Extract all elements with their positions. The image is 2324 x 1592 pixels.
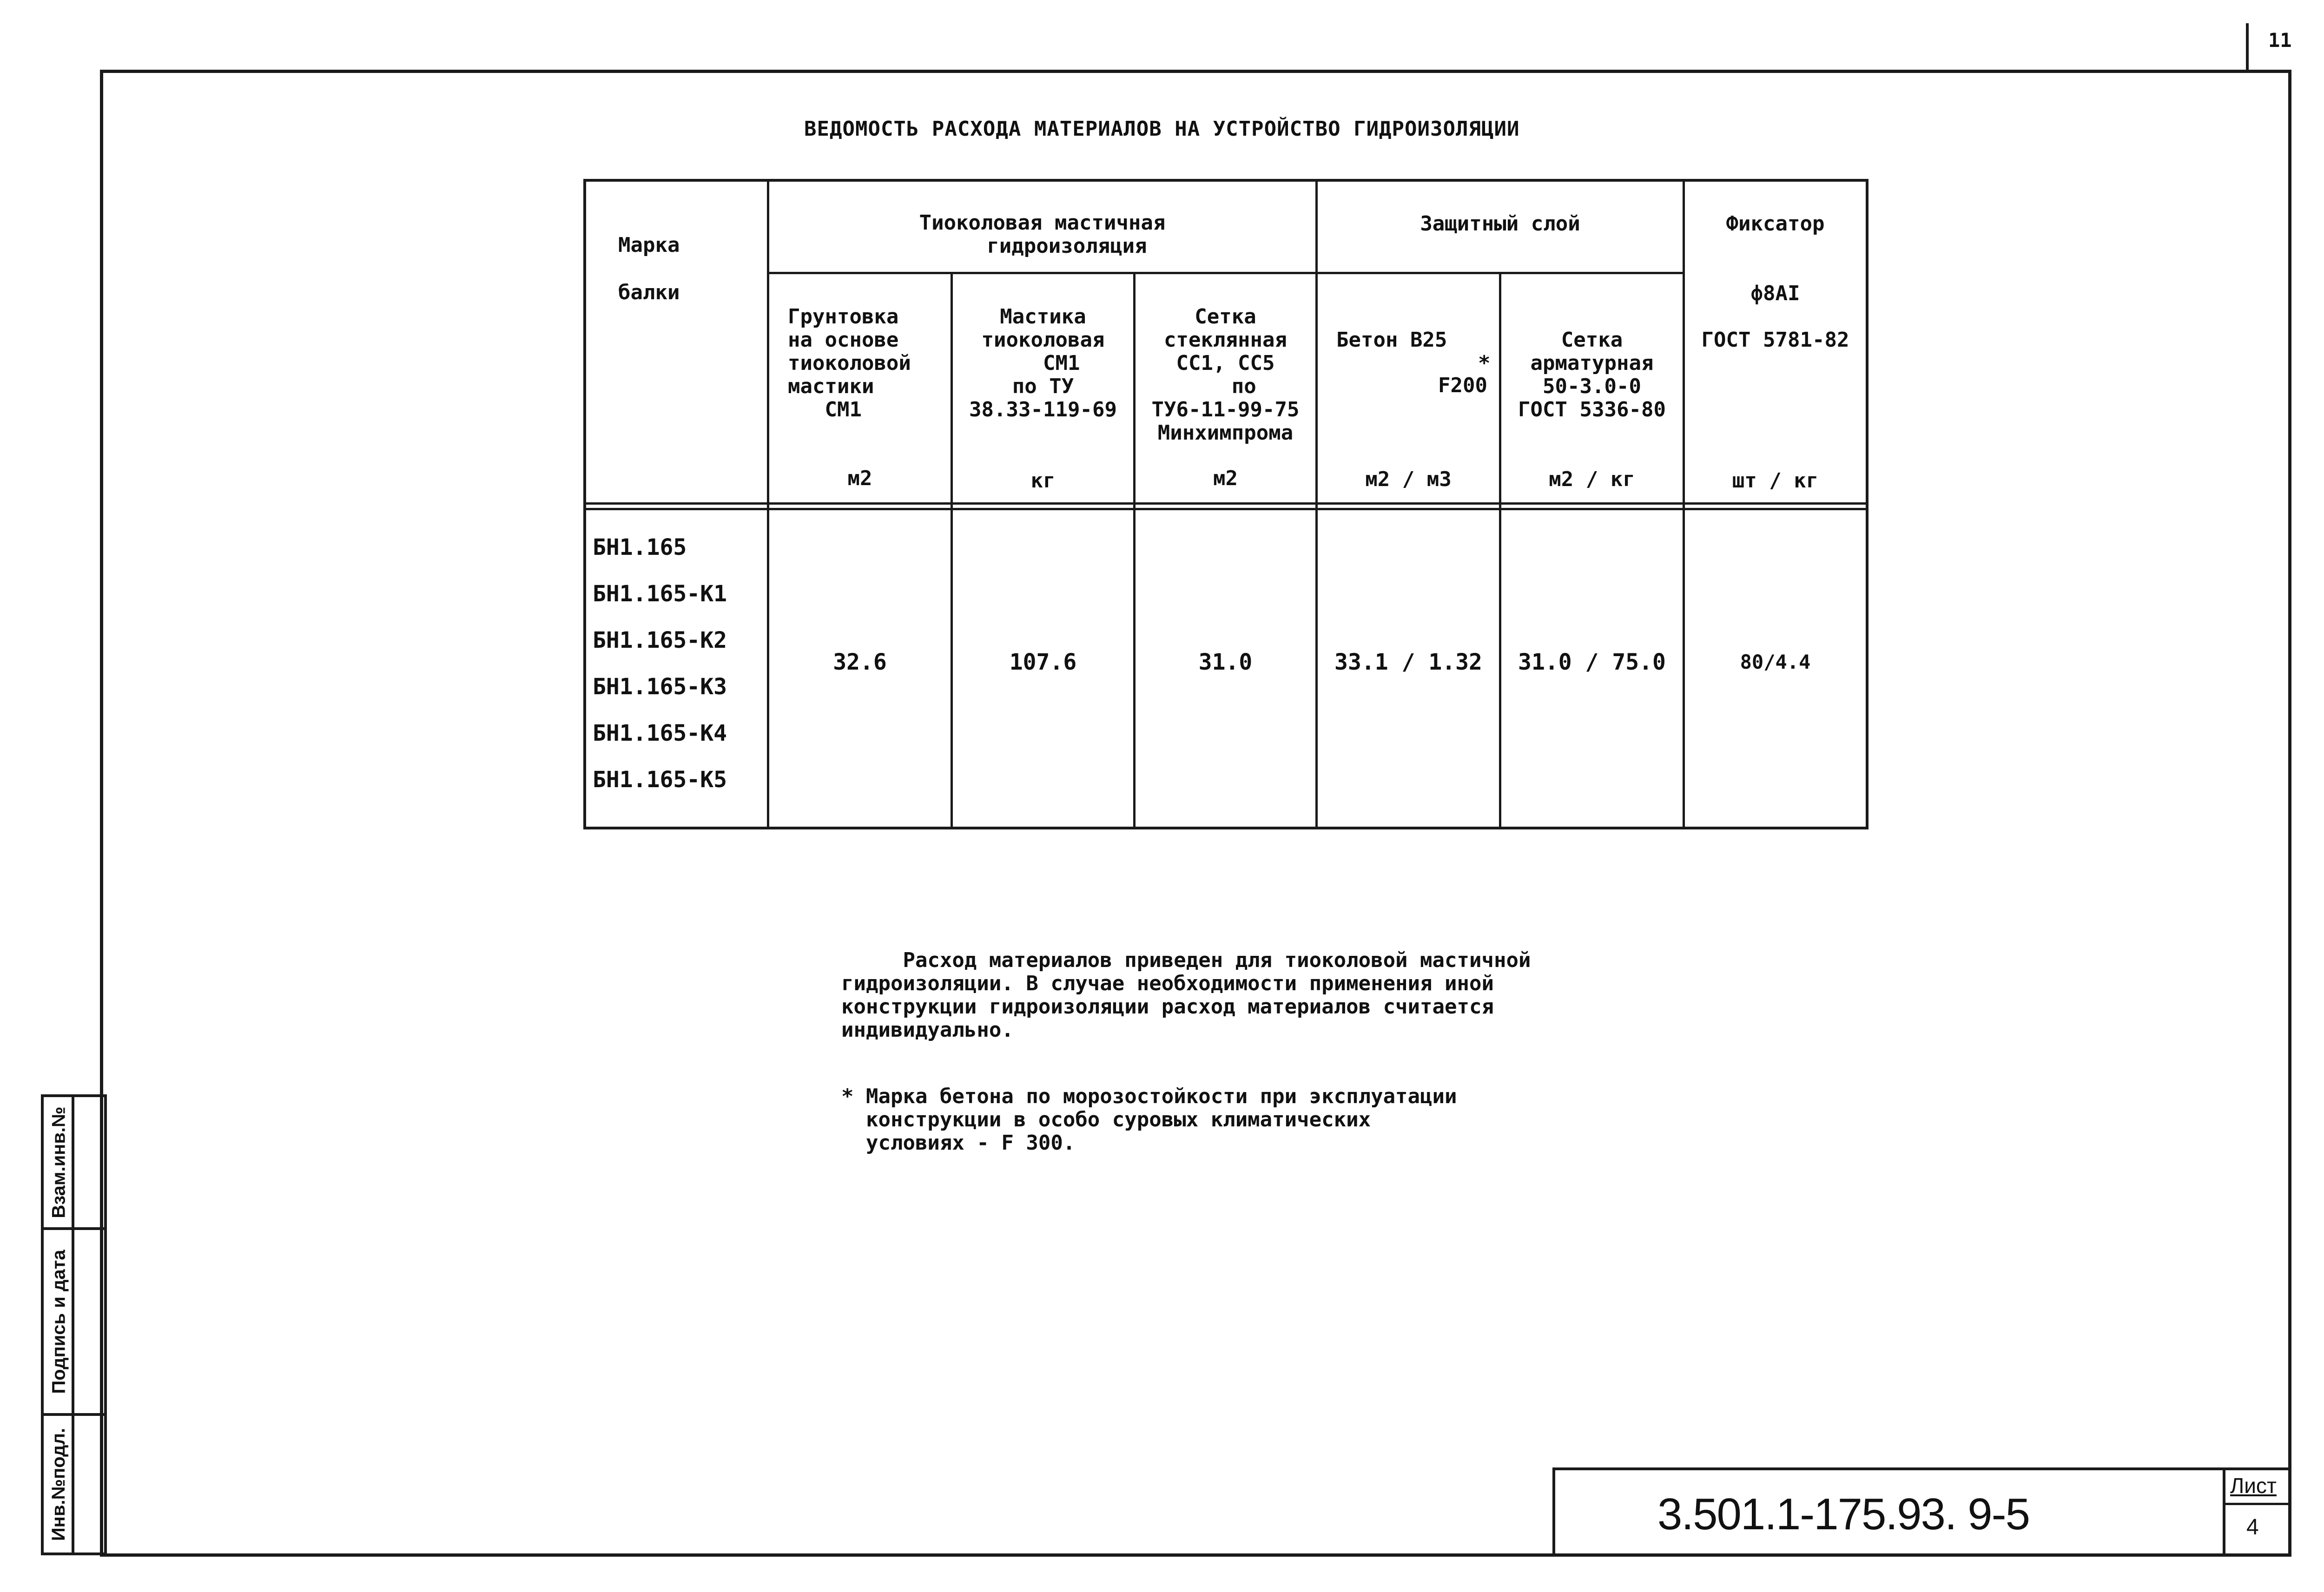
col-header-concrete-line2: F200 <box>1438 374 1487 397</box>
document-code: 3.501.1-175.93. 9-5 <box>1657 1489 2029 1539</box>
corner-page-number: 11 <box>2268 29 2292 52</box>
stamp-original-no <box>46 1416 72 1553</box>
value-primer: 32.6 <box>833 649 887 675</box>
beam-mark-0: БН1.165 <box>593 534 687 560</box>
mark-header-line2: балки <box>618 281 680 304</box>
note-footnote: * Марка бетона по морозостойкости при эксплуатации конструкции в особо суровых климатических условиях - F 300. <box>841 1085 1457 1155</box>
value-fixator: 80/4.4 <box>1740 651 1811 673</box>
value-mesh-rebar: 31.0 / 75.0 <box>1518 649 1666 675</box>
col-header-concrete-line1: Бетон В25 <box>1336 328 1447 352</box>
group-header-waterproofing: Тиоколовая мастичная гидроизоляция <box>919 211 1166 258</box>
col-line-4 <box>1315 179 1318 829</box>
col-header-fixator-line2: ГОСТ 5781-82 <box>1701 328 1849 352</box>
document-title: ВЕДОМОСТЬ РАСХОДА МАТЕРИАЛОВ НА УСТРОЙСТВО ГИДРОИЗОЛЯЦИИ <box>804 117 1520 141</box>
unit-fixator: шт / кг <box>1732 469 1819 493</box>
materials-table <box>583 179 1868 829</box>
group-line-protective <box>1318 272 1685 274</box>
stamp-column-line <box>72 1097 74 1553</box>
sheet-number: 4 <box>2246 1515 2259 1539</box>
header-separator-a <box>583 502 1868 505</box>
note-main: Расход материалов приведен для тиоколовой мастичной гидроизоляции. В случае необходимости применения иной конструкции гидроизоляции расход материалов считается индивидуально. <box>841 948 1531 1042</box>
sheet-separator <box>2225 1503 2289 1505</box>
group-header-protective-layer: Защитный слой <box>1420 212 1580 236</box>
beam-mark-2: БН1.165-К2 <box>593 627 727 653</box>
side-stamp <box>41 1094 107 1555</box>
col-line-6 <box>1683 179 1685 829</box>
unit-mesh-rebar: м2 / кг <box>1549 467 1635 491</box>
unit-concrete: м2 / м3 <box>1365 467 1452 491</box>
col-header-mastic: Мастика тиоколовая СМ1 по ТУ 38.33-119-69 <box>969 305 1117 421</box>
mark-header-line1: Марка <box>618 233 680 257</box>
title-block <box>1552 1467 2291 1557</box>
table-border-top <box>583 179 1868 182</box>
col-header-concrete-star: * <box>1478 351 1491 375</box>
sheet-label: Лист <box>2230 1474 2277 1498</box>
stamp-replaced-no-label: Взам.инв.№ <box>48 1106 69 1218</box>
stamp-replaced-no <box>46 1097 72 1227</box>
table-border-bottom <box>583 827 1868 829</box>
col-line-1 <box>767 179 769 829</box>
unit-mastic: кг <box>1030 469 1056 493</box>
beam-mark-3: БН1.165-К3 <box>593 674 727 700</box>
beam-mark-5: БН1.165-К5 <box>593 767 727 793</box>
corner-divider <box>2246 23 2249 70</box>
value-mastic: 107.6 <box>1009 649 1077 675</box>
col-header-fixator-line1: ф8АI <box>1750 282 1800 305</box>
stamp-signature-date <box>46 1230 72 1413</box>
col-header-mesh-glass: Сетка стеклянная СС1, СС5 по ТУ6-11-99-75 Минхимпрома <box>1151 305 1300 445</box>
group-line-waterproofing <box>767 272 1318 274</box>
sheet-box <box>2223 1470 2289 1554</box>
value-mesh-glass: 31.0 <box>1198 649 1253 675</box>
beam-mark-1: БН1.165-К1 <box>593 581 727 607</box>
value-concrete: 33.1 / 1.32 <box>1334 649 1482 675</box>
header-separator-b <box>583 508 1868 510</box>
col-header-primer: Грунтовка на основе тиоколовой мастики СМ1 <box>788 305 911 421</box>
stamp-signature-date-label: Подпись и дата <box>48 1250 69 1394</box>
group-header-fixator: Фиксатор <box>1726 212 1825 236</box>
beam-mark-4: БН1.165-К4 <box>593 720 727 746</box>
stamp-original-no-label: Инв.№подл. <box>48 1428 69 1541</box>
unit-primer: м2 <box>847 467 872 490</box>
col-header-mesh-rebar: Сетка арматурная 50-3.0-0 ГОСТ 5336-80 <box>1518 328 1666 421</box>
unit-mesh-glass: м2 <box>1213 467 1238 490</box>
